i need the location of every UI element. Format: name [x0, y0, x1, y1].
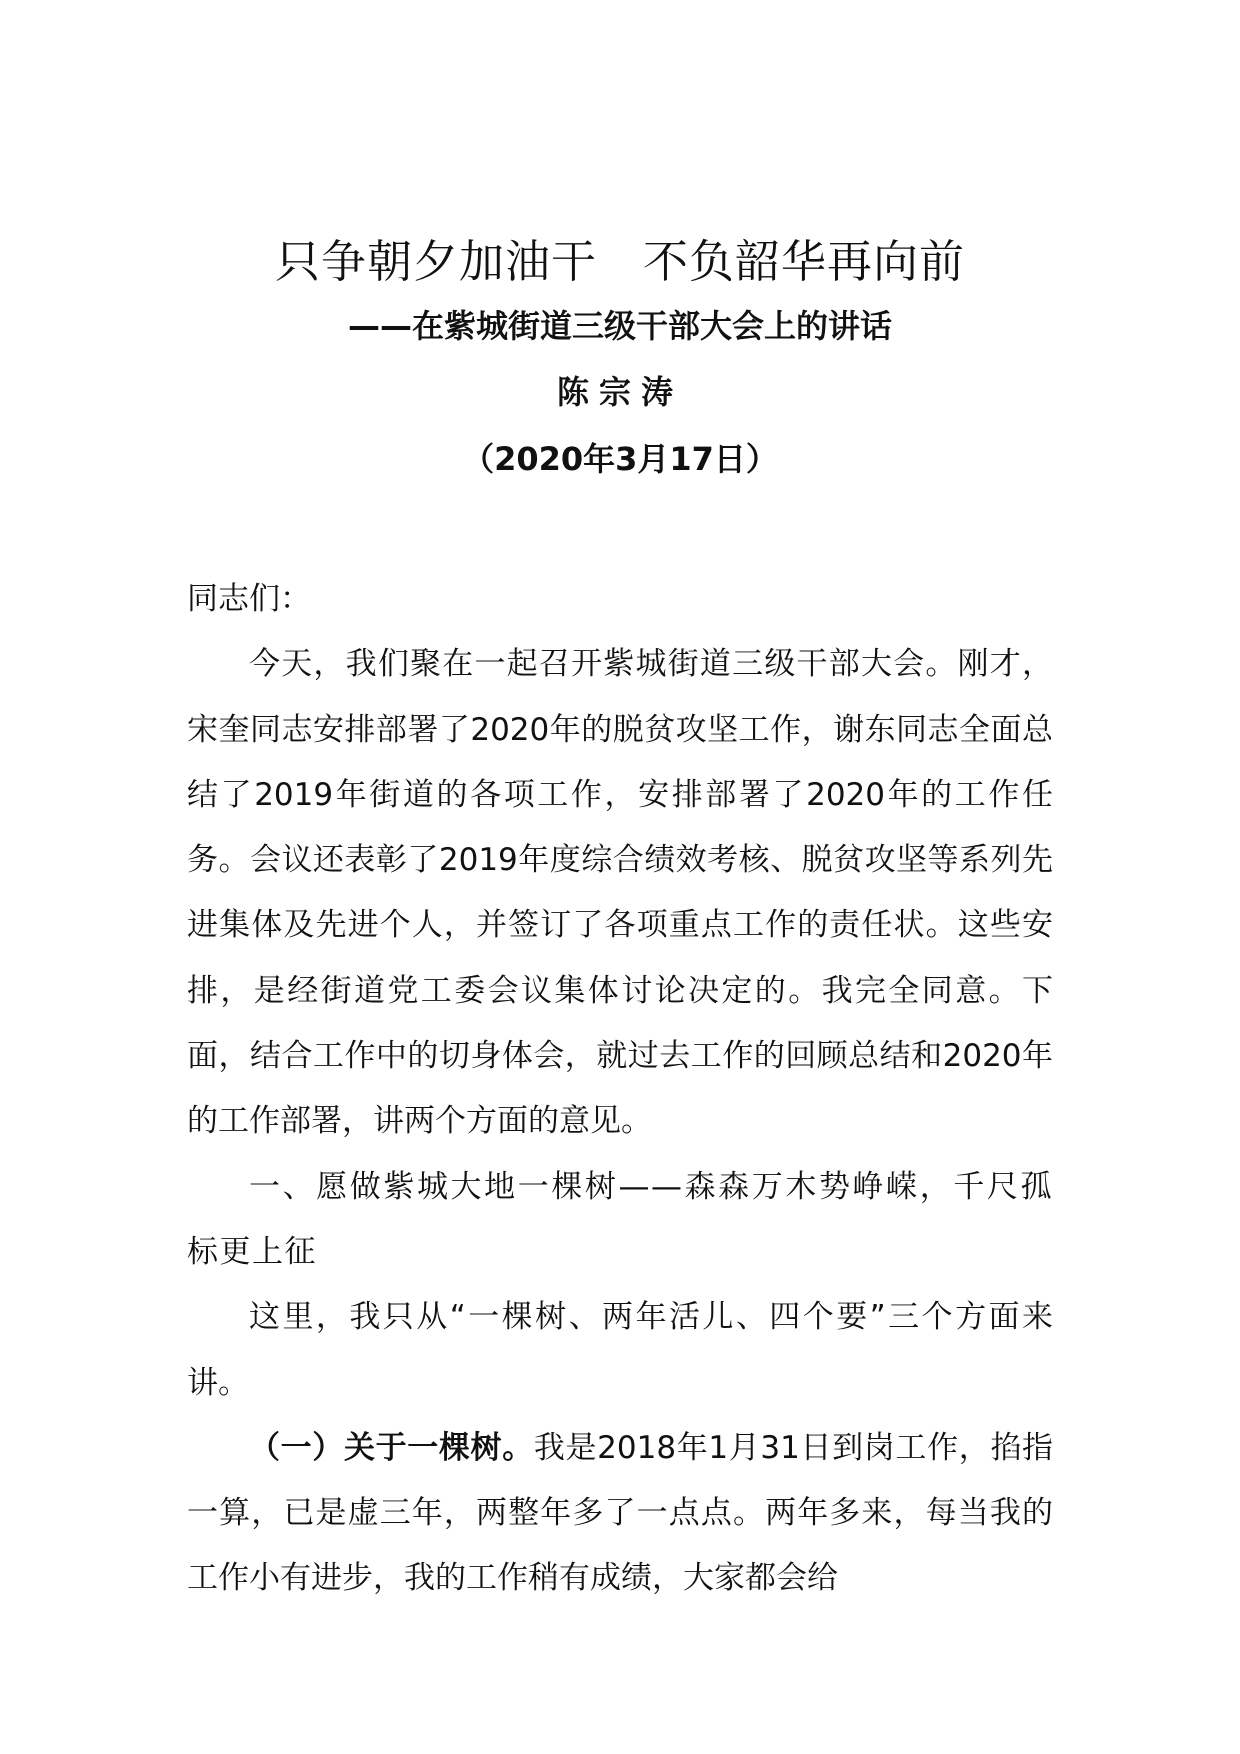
document-title: 只争朝夕加油干 不负韶华再向前	[274, 235, 965, 288]
document-author: 陈宗涛	[556, 373, 683, 411]
section-heading-one: 一、愿做紫城大地一棵树——森森万木势峥嵘，千尺孤标更上征	[187, 1168, 1053, 1270]
paragraph-opening: 今天，我们聚在一起召开紫城街道三级干部大会。刚才，宋奎同志安排部署了2020年的脱贫攻坚工作，谢东同志全面总结了2019年街道的各项工作，安排部署了2020年的工作任务。会议还表彰了2019年度综合绩效考核、脱贫攻坚等系列先进集体及先进个人，并签订了各项重点工作的责任状。这些安排，是经街道党工委会议集体讨论决定的。我完全同意。下面，结合工作中的切身体会，就过去工作的回顾总结和2020年的工作部署，讲两个方面的意见。	[187, 646, 1053, 1140]
paragraph-overview: 这里，我只从“一棵树、两年活儿、四个要”三个方面来讲。	[187, 1299, 1053, 1401]
document-body	[187, 567, 1053, 1612]
document-subtitle: ——在紫城街道三级干部大会上的讲话	[347, 307, 892, 345]
subsection-title: （一）关于一棵树。	[249, 1429, 534, 1466]
salutation: 同志们：	[187, 581, 311, 617]
paragraph-section-one	[187, 1416, 1053, 1612]
document-date: （2020年3月17日）	[462, 440, 778, 478]
subsection-text: 我是2018年1月31日到岗工作，掐指一算，已是虚三年，两整年多了一点点。两年多来，每当我的工作小有进步，我的工作稍有成绩，大家都会给	[187, 1429, 1054, 1597]
